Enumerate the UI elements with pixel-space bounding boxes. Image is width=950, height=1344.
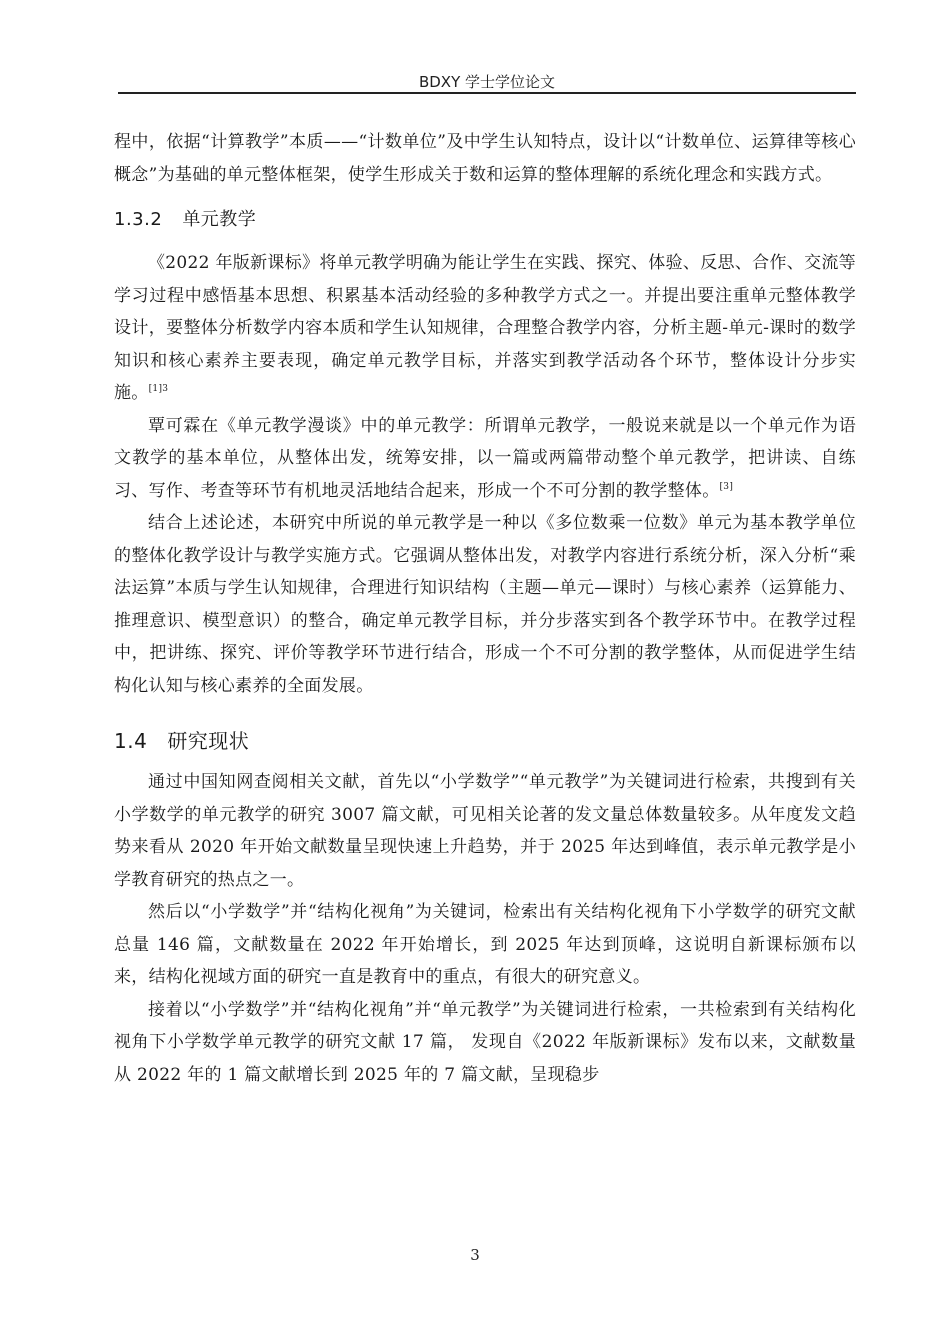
section-number: 1.3.2 <box>114 209 163 230</box>
paragraph: 然后以“小学数学”并“结构化视角”为关键词，检索出有关结构化视角下小学数学的研究文献总量 146 篇，文献数量在 2022 年开始增长，到 2025 年达到顶峰，这说明自新课标颁布以来，结构化视域方面的研究一直是教育中的重点，有很大的研究意义。 <box>114 902 856 987</box>
paragraph-text: 《2022 年版新课标》将单元教学明确为能让学生在实践、探究、体验、反思、合作、交流等学习过程中感悟基本思想、积累基本活动经验的多种教学方式之一。并提出要注重单元整体教学设计，要整体分析数学内容本质和学生认知规律，合理整合教学内容，分析主题-单元-课时的数学知识和核心素养主要表现，确定单元教学目标，并落实到教学活动各个环节，整体设计分步实施。 <box>114 253 856 403</box>
body-text <box>114 126 856 1091</box>
citation: [3] <box>719 481 734 492</box>
paragraph <box>114 247 856 410</box>
paragraph-continued: 程中，依据“计算教学”本质——“计数单位”及中学生认知特点，设计以“计数单位、运算律等核心概念”为基础的单元整体框架，使学生形成关于数和运算的整体理解的系统化理念和实践方式。 <box>114 132 856 185</box>
paragraph: 通过中国知网查阅相关文献，首先以“小学数学”“单元教学”为关键词进行检索，共搜到有关小学数学的单元教学的研究 3007 篇文献，可见相关论著的发文量总体数量较多。从年度发文趋势来看从 2020 年开始文献数量呈现快速上升趋势，并于 2025 年达到峰值，表示单元教学是小学教育研究的热点之一。 <box>114 772 856 890</box>
paragraph: 接着以“小学数学”并“结构化视角”并“单元教学”为关键词进行检索，一共检索到有关结构化视角下小学数学单元教学的研究文献 17 篇， 发现自《2022 年版新课标》发布以来，文献数量从 2022 年的 1 篇文献增长到 2025 年的 7 篇文献，呈现稳步 <box>114 999 856 1085</box>
paragraph <box>114 410 856 508</box>
paragraph-text: 覃可霖在《单元教学漫谈》中的单元教学：所谓单元教学，一般说来就是以一个单元作为语文教学的基本单位，从整体出发，统筹安排，以一篇或两篇带动整个单元教学，把讲读、自练习、写作、考查等环节有机地灵活地结合起来，形成一个不可分割的教学整体。 <box>114 415 856 501</box>
section-title: 单元教学 <box>182 209 257 230</box>
section-title: 研究现状 <box>167 729 250 753</box>
section-heading-1-4 <box>114 726 856 756</box>
running-header: BDXY 学士学位论文 <box>418 73 556 91</box>
section-number: 1.4 <box>114 729 148 753</box>
citation: [1]3 <box>148 384 169 394</box>
paragraph: 结合上述论述，本研究中所说的单元教学是一种以《多位数乘一位数》单元为基本教学单位的整体化教学设计与教学实施方式。它强调从整体出发，对教学内容进行系统分析，深入分析“乘法运算”本质与学生认知规律，合理进行知识结构（主题—单元—课时）与核心素养（运算能力、推理意识、模型意识）的整合，确定单元教学目标，并分步落实到各个教学环节中。在教学过程中，把讲练、探究、评价等教学环节进行结合，形成一个不可分割的教学整体，从而促进学生结构化认知与核心素养的全面发展。 <box>114 513 856 696</box>
section-heading-1-3-2 <box>114 205 856 235</box>
page-number: 3 <box>470 1246 480 1264</box>
header-rule <box>118 92 856 94</box>
